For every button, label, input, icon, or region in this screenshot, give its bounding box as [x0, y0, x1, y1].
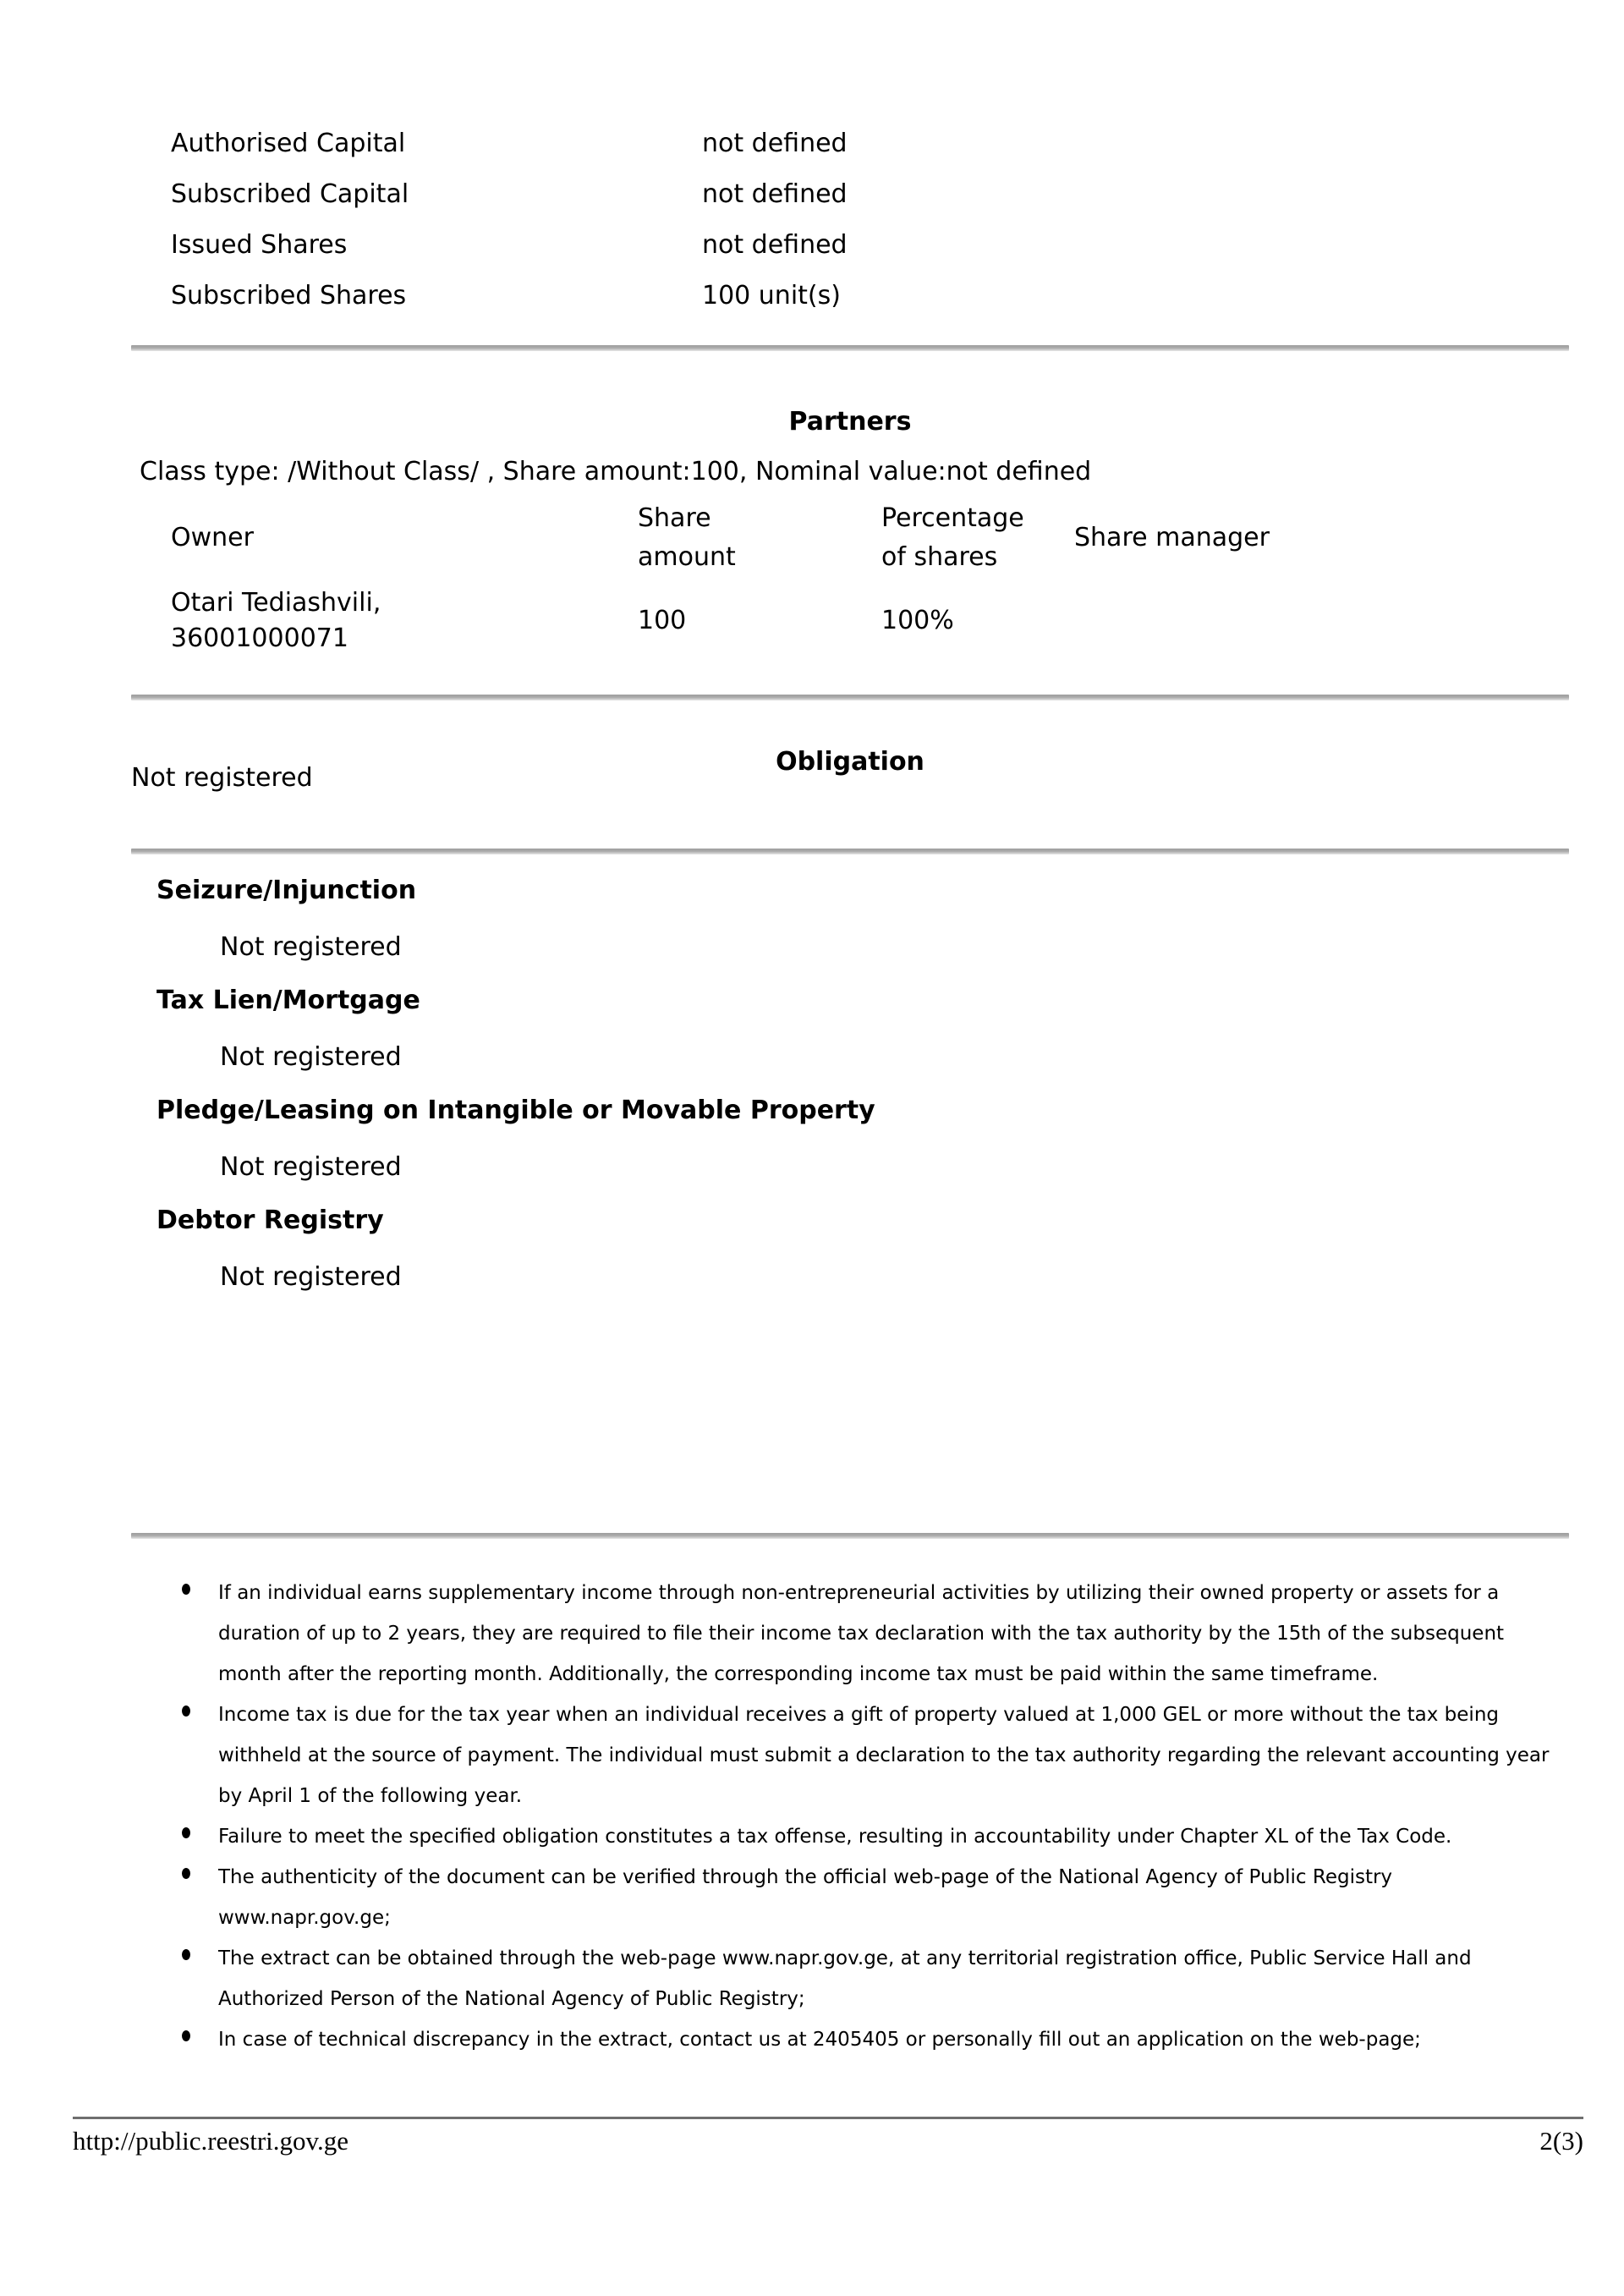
section-divider	[131, 1533, 1569, 1539]
partner-percentage: 100%	[881, 606, 954, 635]
capital-value: not defined	[702, 179, 848, 209]
section-status-seizure-injunction: Not registered	[220, 932, 402, 962]
section-divider	[131, 695, 1569, 700]
footer-rule	[73, 2117, 1583, 2119]
section-status-debtor-registry: Not registered	[220, 1262, 402, 1292]
capital-row	[171, 118, 1355, 169]
footnote-item: If an individual earns supplementary income through non-entrepreneurial activities by utilizing their owned property or assets for a duration of up to 2 years, they are required to file their income tax declaration with the tax authority by the 15th of the subsequent month after the reporting month. Additionally, the corresponding income tax must be paid within the same timeframe.	[181, 1573, 1561, 1695]
footer-page-number: 2(3)	[1539, 2126, 1583, 2156]
section-heading-tax-lien-mortgage: Tax Lien/Mortgage	[156, 986, 420, 1015]
column-header-share-amount: Share amount	[638, 503, 736, 572]
section-divider	[131, 345, 1569, 351]
column-header-owner: Owner	[171, 523, 254, 552]
section-heading-seizure-injunction: Seizure/Injunction	[156, 876, 417, 905]
footnote-item: Failure to meet the specified obligation constitutes a tax offense, resulting in accountability under Chapter XL of the Tax Code.	[181, 1816, 1561, 1857]
partners-heading: Partners	[788, 406, 912, 437]
footnote-item: The extract can be obtained through the web-page www.napr.gov.ge, at any territorial registration office, Public Service Hall and Authorized Person of the National Agency of Public Registry;	[181, 1938, 1561, 2019]
capital-value: not defined	[702, 230, 848, 260]
capital-row	[171, 220, 1355, 271]
partner-share-amount: 100	[638, 606, 687, 635]
column-header-share-manager: Share manager	[1074, 523, 1270, 552]
footnote-item: Income tax is due for the tax year when an individual receives a gift of property valued at 1,000 GEL or more without the tax being withheld at the source of payment. The individual must submit a declaration to the tax authority regarding the relevant accounting year by April 1 of the following year.	[181, 1695, 1561, 1816]
section-heading-debtor-registry: Debtor Registry	[156, 1206, 384, 1235]
partner-owner: Otari Tediashvili, 36001000071	[171, 588, 381, 653]
footer-url: http://public.reestri.gov.ge	[73, 2126, 348, 2156]
capital-label: Subscribed Shares	[171, 281, 407, 310]
section-status-pledge-leasing: Not registered	[220, 1152, 402, 1182]
capital-row	[171, 271, 1355, 321]
footnote-item: In case of technical discrepancy in the extract, contact us at 2405405 or personally fill out an application on the web-page;	[181, 2019, 1561, 2060]
section-divider	[131, 849, 1569, 854]
footnotes-list	[181, 1573, 1561, 2060]
capital-label: Issued Shares	[171, 230, 348, 260]
obligation-heading: Obligation	[776, 746, 924, 777]
partners-class-line: Class type: /Without Class/ , Share amount:100, Nominal value:not defined	[140, 457, 1092, 486]
section-status-tax-lien-mortgage: Not registered	[220, 1042, 402, 1072]
capital-section	[171, 118, 1355, 321]
column-header-percentage: Percentage of shares	[881, 503, 1024, 572]
capital-row	[171, 169, 1355, 220]
capital-value: not defined	[702, 129, 848, 158]
capital-label: Subscribed Capital	[171, 179, 409, 209]
obligation-status: Not registered	[131, 763, 313, 793]
section-heading-pledge-leasing: Pledge/Leasing on Intangible or Movable Property	[156, 1096, 875, 1125]
capital-label: Authorised Capital	[171, 129, 406, 158]
capital-value: 100 unit(s)	[702, 281, 841, 310]
footnote-item: The authenticity of the document can be verified through the official web-page of the National Agency of Public Registry www.napr.gov.ge;	[181, 1857, 1561, 1938]
